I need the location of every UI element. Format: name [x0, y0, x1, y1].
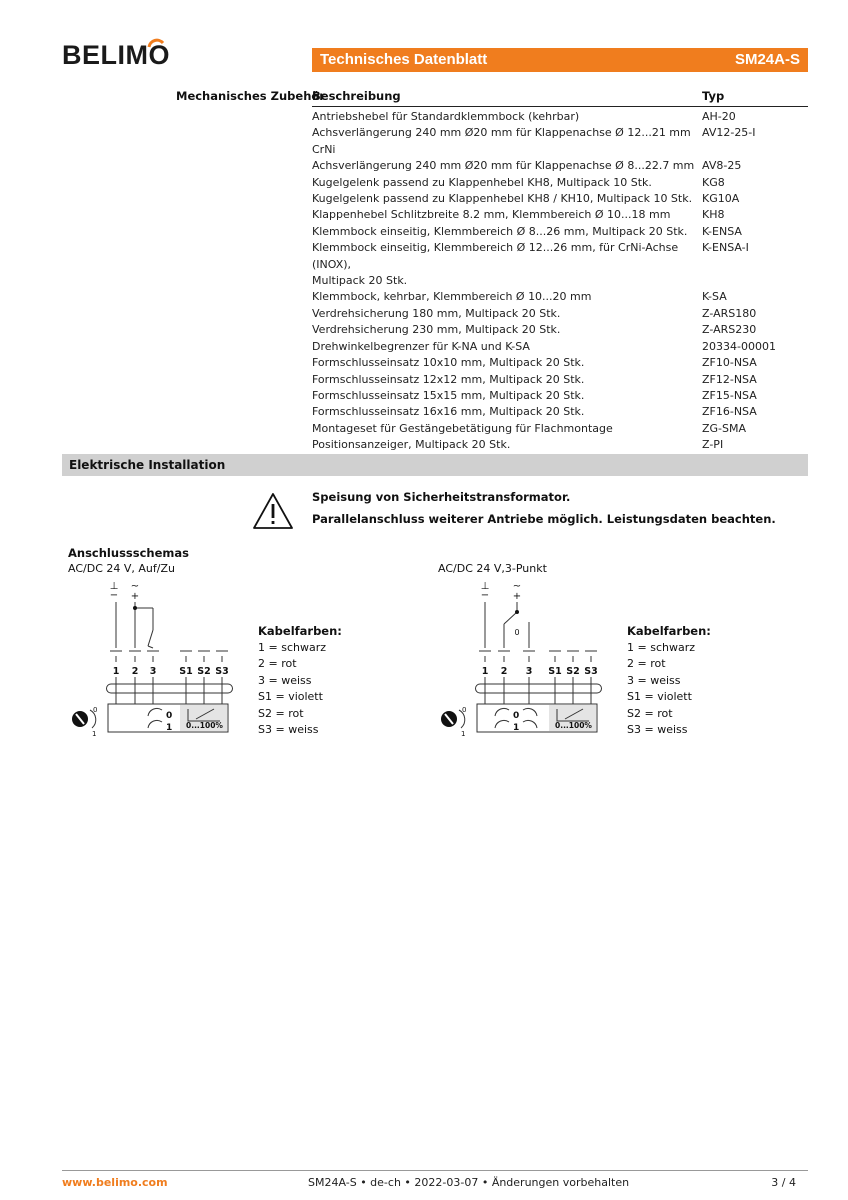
accessory-description: Klappenhebel Schlitzbreite 8.2 mm, Klemmbereich Ø 10...18 mm — [312, 208, 671, 222]
table-row — [312, 191, 808, 207]
schema1-label: AC/DC 24 V, Auf/Zu — [68, 562, 175, 575]
col-header-type: Typ — [702, 89, 725, 103]
table-row — [312, 322, 808, 338]
accessory-description: Achsverlängerung 240 mm Ø20 mm für Klappenachse Ø 8...22.7 mm — [312, 159, 695, 173]
terminal-s1-label: S1 — [548, 666, 562, 677]
table-row — [312, 355, 808, 371]
warning-line-1: Speisung von Sicherheitstransformator. — [312, 490, 571, 504]
rotation-1-label: 1 — [166, 723, 173, 733]
table-body — [312, 109, 808, 470]
accessory-type: ZG-SMA — [702, 421, 747, 435]
accessory-description: Verdrehsicherung 230 mm, Multipack 20 Stk. — [312, 323, 561, 337]
table-header — [312, 89, 808, 107]
supply-ac-symbol: ~ — [130, 581, 140, 592]
terminal-s2-label: S2 — [197, 666, 211, 677]
switch-position-1: 1 — [461, 730, 466, 738]
terminal-s3-label: S3 — [584, 666, 598, 677]
schema2-label: AC/DC 24 V,3-Punkt — [438, 562, 547, 575]
accessory-type: Z-PI — [702, 438, 724, 452]
accessories-table — [312, 89, 808, 470]
accessory-type: K-ENSA-I — [702, 241, 749, 255]
table-row — [312, 404, 808, 420]
accessory-type: Z-ARS180 — [702, 306, 757, 320]
cable-color-2: 2 = rot — [258, 657, 297, 671]
doc-title: Technisches Datenblatt — [320, 51, 488, 68]
col-header-description: Beschreibung — [312, 89, 401, 103]
accessory-description: Kugelgelenk passend zu Klappenhebel KH8, Multipack 10 Stk. — [312, 175, 652, 189]
accessory-type: AV8-25 — [702, 159, 742, 173]
cable-colors-1 — [258, 624, 342, 738]
table-row — [312, 289, 808, 305]
supply-ground-symbol: ⊥ — [109, 581, 119, 592]
cable-color-s2: S2 = rot — [258, 706, 304, 720]
accessory-description: Drehwinkelbegrenzer für K-NA und K-SA — [312, 339, 530, 353]
table-row — [312, 175, 808, 191]
table-row — [312, 125, 808, 158]
rotation-0-label: 0 — [513, 711, 520, 721]
accessory-description: Formschlusseinsatz 10x10 mm, Multipack 20 Stk. — [312, 356, 585, 370]
accessory-description: Montageset für Gestängebetätigung für Flachmontage — [312, 421, 613, 435]
accessory-description: Verdrehsicherung 180 mm, Multipack 20 Stk. — [312, 306, 561, 320]
accessory-type: KG8 — [702, 175, 725, 189]
cable-colors-title: Kabelfarben: — [258, 624, 342, 638]
cable-colors-2 — [627, 624, 711, 738]
switch-position-0: 0 — [93, 706, 98, 714]
accessory-type: ZF10-NSA — [702, 356, 757, 370]
accessory-type: 20334-00001 — [702, 339, 776, 353]
warning-line-2: Parallelanschluss weiterer Antriebe möglich. Leistungsdaten beachten. — [312, 512, 776, 526]
accessory-type: K-ENSA — [702, 224, 742, 238]
terminal-2-label: 2 — [500, 666, 508, 677]
supply-plus-sign: + — [130, 591, 140, 602]
accessory-description: Klemmbock einseitig, Klemmbereich Ø 12...26 mm, für CrNi-Achse (INOX), Multipack 20 Stk. — [312, 241, 679, 288]
terminal-1-label: 1 — [481, 666, 489, 677]
rotation-0-label: 0 — [166, 711, 173, 721]
schemas-title: Anschlussschemas — [68, 546, 189, 560]
footer-website-link[interactable]: www.belimo.com — [62, 1176, 168, 1189]
rotation-switch-icon — [441, 706, 466, 738]
warning-triangle-icon — [252, 492, 294, 530]
terminal-3-label: 3 — [525, 666, 533, 677]
terminal-2-label: 2 — [131, 666, 139, 677]
cable-color-1: 1 = schwarz — [258, 641, 326, 654]
accessory-description: Klemmbock einseitig, Klemmbereich Ø 8...26 mm, Multipack 20 Stk. — [312, 224, 688, 238]
cable-color-s2: S2 = rot — [627, 706, 673, 720]
table-row — [312, 224, 808, 240]
wiring-diagram-3-punkt — [437, 578, 605, 744]
rotation-switch-icon — [72, 706, 97, 738]
accessory-type: K-SA — [702, 290, 727, 304]
accessory-description: Klemmbock, kehrbar, Klemmbereich Ø 10...20 mm — [312, 290, 592, 304]
switch-position-0: 0 — [462, 706, 467, 714]
pot-range-label: 0...100% — [186, 721, 223, 730]
switch-state-0: 0 — [514, 628, 520, 637]
accessory-type: KH8 — [702, 208, 725, 222]
table-row — [312, 388, 808, 404]
pot-range-label: 0...100% — [555, 721, 592, 730]
cable-color-s1: S1 = violett — [258, 690, 323, 704]
switch-position-1: 1 — [92, 730, 97, 738]
terminal-s1-label: S1 — [179, 666, 193, 677]
table-row — [312, 372, 808, 388]
accessory-type: AH-20 — [702, 110, 736, 123]
page-number: 3 / 4 — [771, 1176, 796, 1189]
belimo-logo: BELIMO — [62, 40, 170, 70]
supply-ac-symbol: ~ — [512, 581, 522, 592]
cable-colors-title: Kabelfarben: — [627, 624, 711, 638]
footer-doc-info: SM24A-S • de-ch • 2022-03-07 • Änderungen vorbehalten — [308, 1176, 630, 1189]
accessory-description: Formschlusseinsatz 15x15 mm, Multipack 20 Stk. — [312, 388, 585, 402]
supply-ground-symbol: ⊥ — [480, 581, 490, 592]
cable-color-1: 1 = schwarz — [627, 641, 695, 654]
cable-color-s1: S1 = violett — [627, 690, 692, 704]
supply-plus-sign: + — [512, 591, 522, 602]
header-bar — [312, 48, 808, 72]
accessory-type: Z-ARS230 — [702, 323, 757, 337]
table-row — [312, 109, 808, 125]
table-row — [312, 158, 808, 174]
terminal-1-label: 1 — [112, 666, 120, 677]
accessory-description: Achsverlängerung 240 mm Ø20 mm für Klappenachse Ø 12...21 mm CrNi — [312, 126, 691, 156]
cable-color-3: 3 = weiss — [258, 673, 312, 687]
terminal-3-label: 3 — [149, 666, 157, 677]
accessory-type: AV12-25-I — [702, 126, 756, 140]
terminal-s3-label: S3 — [215, 666, 229, 677]
cable-color-s3: S3 = weiss — [258, 723, 319, 737]
logo-arc-icon — [147, 33, 165, 51]
product-code: SM24A-S — [734, 51, 800, 68]
accessory-description: Positionsanzeiger, Multipack 20 Stk. — [312, 438, 511, 452]
terminal-s2-label: S2 — [566, 666, 580, 677]
accessories-section-label: Mechanisches Zubehör — [176, 89, 325, 103]
table-row — [312, 339, 808, 355]
accessory-type: ZF12-NSA — [702, 372, 757, 386]
section-bar-electrical — [62, 454, 808, 476]
table-row — [312, 421, 808, 437]
section-title: Elektrische Installation — [69, 458, 226, 472]
table-row — [312, 306, 808, 322]
cable-color-2: 2 = rot — [627, 657, 666, 671]
table-row — [312, 437, 808, 453]
supply-minus-sign: − — [109, 590, 119, 601]
accessory-description: Kugelgelenk passend zu Klappenhebel KH8 / KH10, Multipack 10 Stk. — [312, 192, 693, 206]
accessory-type: KG10A — [702, 192, 740, 206]
wiring-diagram-auf-zu — [68, 578, 236, 744]
accessory-description: Antriebshebel für Standardklemmbock (kehrbar) — [312, 110, 580, 123]
table-row — [312, 207, 808, 223]
accessory-type: ZF15-NSA — [702, 388, 757, 402]
footer-divider — [62, 1170, 808, 1171]
accessory-description: Formschlusseinsatz 16x16 mm, Multipack 20 Stk. — [312, 405, 585, 419]
accessory-description: Formschlusseinsatz 12x12 mm, Multipack 20 Stk. — [312, 372, 585, 386]
table-row — [312, 240, 808, 289]
cable-color-s3: S3 = weiss — [627, 723, 688, 737]
supply-minus-sign: − — [480, 590, 490, 601]
accessory-type: ZF16-NSA — [702, 405, 757, 419]
cable-color-3: 3 = weiss — [627, 673, 681, 687]
rotation-1-label: 1 — [513, 723, 520, 733]
